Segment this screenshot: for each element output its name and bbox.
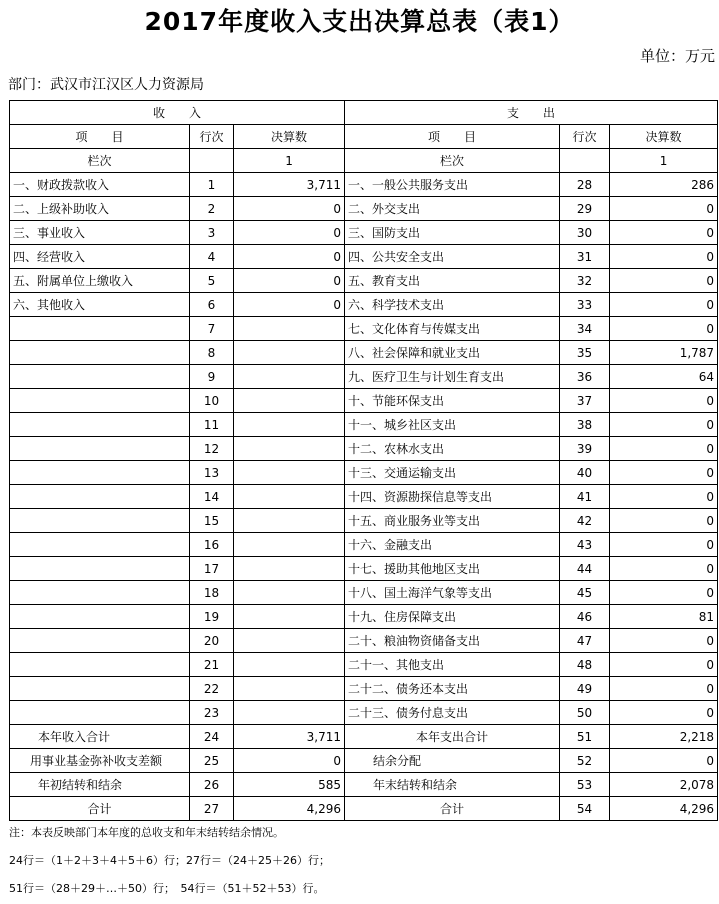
expense-item-cell: 十三、交通运输支出	[345, 461, 560, 485]
table-row	[10, 221, 718, 245]
income-amount-cell	[234, 605, 345, 629]
income-item-cell	[10, 509, 190, 533]
expense-item-cell: 十四、资源勘探信息等支出	[345, 485, 560, 509]
income-amount-cell	[234, 557, 345, 581]
table-row	[10, 365, 718, 389]
income-amount-cell	[234, 341, 345, 365]
expense-amount-cell: 0	[610, 245, 718, 269]
income-item-cell: 三、事业收入	[10, 221, 190, 245]
income-amount-cell	[234, 677, 345, 701]
income-amount-header: 决算数	[234, 125, 345, 149]
note-line: 24行＝（1＋2＋3＋4＋5＋6）行；27行＝（24＋25＋26）行；	[9, 854, 330, 867]
expense-amount-cell: 0	[610, 461, 718, 485]
table-row	[10, 317, 718, 341]
expense-line-cell: 35	[560, 341, 610, 365]
expense-item-cell: 七、文化体育与传媒支出	[345, 317, 560, 341]
income-line-blank	[190, 149, 234, 173]
income-summary-amount: 0	[234, 749, 345, 773]
income-summary-line: 25	[190, 749, 234, 773]
expense-item-cell: 十、节能环保支出	[345, 389, 560, 413]
income-amount-cell	[234, 701, 345, 725]
expense-line-cell: 44	[560, 557, 610, 581]
expense-item-cell: 二十三、债务付息支出	[345, 701, 560, 725]
income-amount-cell	[234, 413, 345, 437]
income-line-cell: 14	[190, 485, 234, 509]
expense-line-cell: 37	[560, 389, 610, 413]
expense-item-cell: 二、外交支出	[345, 197, 560, 221]
expense-summary-item: 年末结转和结余	[345, 773, 560, 797]
income-summary-amount: 3,711	[234, 725, 345, 749]
income-line-cell: 19	[190, 605, 234, 629]
income-amount-cell	[234, 533, 345, 557]
expense-amount-header: 决算数	[610, 125, 718, 149]
table-row	[10, 173, 718, 197]
income-item-cell: 二、上级补助收入	[10, 197, 190, 221]
expense-amount-cell: 0	[610, 533, 718, 557]
income-summary-item: 本年收入合计	[10, 725, 190, 749]
income-line-cell: 2	[190, 197, 234, 221]
expense-summary-amount: 2,218	[610, 725, 718, 749]
table-row	[10, 701, 718, 725]
income-summary-line: 24	[190, 725, 234, 749]
income-line-cell: 15	[190, 509, 234, 533]
income-amount-cell: 0	[234, 221, 345, 245]
expense-line-cell: 33	[560, 293, 610, 317]
expense-line-cell: 38	[560, 413, 610, 437]
expense-line-blank	[560, 149, 610, 173]
expense-item-cell: 十五、商业服务业等支出	[345, 509, 560, 533]
expense-line-cell: 34	[560, 317, 610, 341]
expense-amount-cell: 64	[610, 365, 718, 389]
income-amount-cell: 0	[234, 293, 345, 317]
expense-item-cell: 十八、国土海洋气象等支出	[345, 581, 560, 605]
expense-amount-cell: 0	[610, 317, 718, 341]
table-row	[10, 461, 718, 485]
income-line-cell: 20	[190, 629, 234, 653]
income-amount-cell	[234, 509, 345, 533]
income-line-cell: 23	[190, 701, 234, 725]
expense-line-cell: 46	[560, 605, 610, 629]
income-item-cell: 四、经营收入	[10, 245, 190, 269]
income-line-cell: 1	[190, 173, 234, 197]
department-label: 部门：武汉市江汉区人力资源局	[8, 77, 204, 93]
income-line-cell: 7	[190, 317, 234, 341]
expense-amount-cell: 0	[610, 557, 718, 581]
income-line-cell: 8	[190, 341, 234, 365]
expense-summary-amount: 0	[610, 749, 718, 773]
income-line-cell: 4	[190, 245, 234, 269]
expense-line-cell: 42	[560, 509, 610, 533]
expense-amount-cell: 1,787	[610, 341, 718, 365]
expense-item-cell: 二十、粮油物资储备支出	[345, 629, 560, 653]
income-line-cell: 16	[190, 533, 234, 557]
expense-amount-cell: 286	[610, 173, 718, 197]
expense-line-cell: 45	[560, 581, 610, 605]
expense-item-cell: 十九、住房保障支出	[345, 605, 560, 629]
income-item-cell	[10, 365, 190, 389]
income-item-cell	[10, 629, 190, 653]
table-row	[10, 533, 718, 557]
income-amount-cell	[234, 389, 345, 413]
income-line-cell: 9	[190, 365, 234, 389]
page-title: 2017年度收入支出决算总表（表1）	[144, 7, 575, 36]
summary-row	[10, 773, 718, 797]
income-summary-amount: 4,296	[234, 797, 345, 821]
expense-line-cell: 39	[560, 437, 610, 461]
income-item-cell: 五、附属单位上缴收入	[10, 269, 190, 293]
summary-row	[10, 749, 718, 773]
income-amount-cell	[234, 581, 345, 605]
income-item-cell	[10, 677, 190, 701]
expense-item-cell: 十一、城乡社区支出	[345, 413, 560, 437]
table-row	[10, 557, 718, 581]
income-item-cell	[10, 557, 190, 581]
expense-summary-amount: 4,296	[610, 797, 718, 821]
expense-item-cell: 九、医疗卫生与计划生育支出	[345, 365, 560, 389]
expense-summary-item: 结余分配	[345, 749, 560, 773]
table-row	[10, 653, 718, 677]
note-line: 51行＝（28＋29＋…＋50）行； 54行＝（51＋52＋53）行。	[9, 882, 325, 895]
expense-summary-line: 54	[560, 797, 610, 821]
table-row	[10, 485, 718, 509]
table-row	[10, 389, 718, 413]
income-item-header: 项 目	[10, 125, 190, 149]
expense-line-cell: 28	[560, 173, 610, 197]
column-number-row	[10, 149, 718, 173]
income-line-cell: 22	[190, 677, 234, 701]
expense-item-cell: 五、教育支出	[345, 269, 560, 293]
expense-amount-cell: 0	[610, 629, 718, 653]
summary-row	[10, 725, 718, 749]
income-summary-amount: 585	[234, 773, 345, 797]
expense-item-cell: 十七、援助其他地区支出	[345, 557, 560, 581]
income-summary-item: 合计	[10, 797, 190, 821]
expense-amount-cell: 0	[610, 581, 718, 605]
expense-item-cell: 十二、农林水支出	[345, 437, 560, 461]
income-line-cell: 5	[190, 269, 234, 293]
expense-amount-cell: 0	[610, 677, 718, 701]
expense-summary-line: 52	[560, 749, 610, 773]
income-summary-item: 用事业基金弥补收支差额	[10, 749, 190, 773]
income-amount-cell: 0	[234, 269, 345, 293]
expense-column-number: 1	[610, 149, 718, 173]
expense-item-cell: 十六、金融支出	[345, 533, 560, 557]
expense-line-cell: 48	[560, 653, 610, 677]
table-row	[10, 293, 718, 317]
table-row	[10, 197, 718, 221]
table-row	[10, 269, 718, 293]
expense-item-cell: 二十一、其他支出	[345, 653, 560, 677]
table-row	[10, 437, 718, 461]
expense-item-cell: 二十二、债务还本支出	[345, 677, 560, 701]
table-row	[10, 677, 718, 701]
table-row	[10, 629, 718, 653]
expense-item-cell: 四、公共安全支出	[345, 245, 560, 269]
note-line: 注：本表反映部门本年度的总收支和年末结转结余情况。	[9, 826, 284, 839]
income-item-cell: 一、财政拨款收入	[10, 173, 190, 197]
expense-summary-line: 53	[560, 773, 610, 797]
income-amount-cell	[234, 437, 345, 461]
expense-summary-amount: 2,078	[610, 773, 718, 797]
summary-row	[10, 797, 718, 821]
income-item-cell	[10, 389, 190, 413]
accounts-table	[9, 100, 718, 821]
expense-item-cell: 一、一般公共服务支出	[345, 173, 560, 197]
expense-line-cell: 47	[560, 629, 610, 653]
column-header-row	[10, 125, 718, 149]
income-amount-cell	[234, 653, 345, 677]
expense-amount-cell: 0	[610, 653, 718, 677]
income-amount-cell	[234, 461, 345, 485]
income-item-cell	[10, 701, 190, 725]
income-amount-cell	[234, 485, 345, 509]
expense-line-cell: 36	[560, 365, 610, 389]
expense-line-header: 行次	[560, 125, 610, 149]
expense-item-cell: 六、科学技术支出	[345, 293, 560, 317]
expense-amount-cell: 0	[610, 389, 718, 413]
income-summary-line: 27	[190, 797, 234, 821]
income-summary-item: 年初结转和结余	[10, 773, 190, 797]
table-row	[10, 581, 718, 605]
income-item-cell	[10, 605, 190, 629]
expense-amount-cell: 0	[610, 701, 718, 725]
income-item-cell	[10, 437, 190, 461]
expense-amount-cell: 0	[610, 197, 718, 221]
expense-line-cell: 40	[560, 461, 610, 485]
income-header: 收 入	[10, 101, 345, 125]
expense-line-cell: 29	[560, 197, 610, 221]
expense-column-label: 栏次	[345, 149, 560, 173]
unit-label: 单位：万元	[639, 47, 715, 65]
table-row	[10, 413, 718, 437]
income-item-cell	[10, 413, 190, 437]
expense-amount-cell: 0	[610, 413, 718, 437]
income-amount-cell: 0	[234, 197, 345, 221]
expense-item-cell: 八、社会保障和就业支出	[345, 341, 560, 365]
income-item-cell: 六、其他收入	[10, 293, 190, 317]
table-row	[10, 509, 718, 533]
expense-line-cell: 32	[560, 269, 610, 293]
expense-summary-line: 51	[560, 725, 610, 749]
expense-header: 支 出	[345, 101, 718, 125]
expense-item-header: 项 目	[345, 125, 560, 149]
expense-amount-cell: 0	[610, 293, 718, 317]
expense-line-cell: 43	[560, 533, 610, 557]
income-line-cell: 10	[190, 389, 234, 413]
expense-amount-cell: 0	[610, 437, 718, 461]
income-item-cell	[10, 461, 190, 485]
income-column-number: 1	[234, 149, 345, 173]
expense-summary-item: 合计	[345, 797, 560, 821]
table-row	[10, 341, 718, 365]
income-item-cell	[10, 317, 190, 341]
expense-line-cell: 49	[560, 677, 610, 701]
income-line-cell: 21	[190, 653, 234, 677]
income-line-cell: 12	[190, 437, 234, 461]
income-item-cell	[10, 341, 190, 365]
expense-line-cell: 50	[560, 701, 610, 725]
income-line-header: 行次	[190, 125, 234, 149]
expense-line-cell: 30	[560, 221, 610, 245]
income-amount-cell	[234, 629, 345, 653]
income-item-cell	[10, 533, 190, 557]
income-amount-cell: 0	[234, 245, 345, 269]
income-amount-cell: 3,711	[234, 173, 345, 197]
income-column-label: 栏次	[10, 149, 190, 173]
income-item-cell	[10, 485, 190, 509]
expense-amount-cell: 0	[610, 221, 718, 245]
expense-item-cell: 三、国防支出	[345, 221, 560, 245]
table-row	[10, 245, 718, 269]
notes	[9, 826, 330, 904]
expense-line-cell: 31	[560, 245, 610, 269]
section-header-row	[10, 101, 718, 125]
income-amount-cell	[234, 365, 345, 389]
income-amount-cell	[234, 317, 345, 341]
table-row	[10, 605, 718, 629]
expense-amount-cell: 0	[610, 485, 718, 509]
income-item-cell	[10, 653, 190, 677]
income-line-cell: 3	[190, 221, 234, 245]
expense-amount-cell: 0	[610, 509, 718, 533]
expense-line-cell: 41	[560, 485, 610, 509]
income-line-cell: 11	[190, 413, 234, 437]
expense-summary-item: 本年支出合计	[345, 725, 560, 749]
income-summary-line: 26	[190, 773, 234, 797]
expense-amount-cell: 0	[610, 269, 718, 293]
income-line-cell: 17	[190, 557, 234, 581]
income-line-cell: 13	[190, 461, 234, 485]
income-line-cell: 18	[190, 581, 234, 605]
income-line-cell: 6	[190, 293, 234, 317]
income-item-cell	[10, 581, 190, 605]
expense-amount-cell: 81	[610, 605, 718, 629]
